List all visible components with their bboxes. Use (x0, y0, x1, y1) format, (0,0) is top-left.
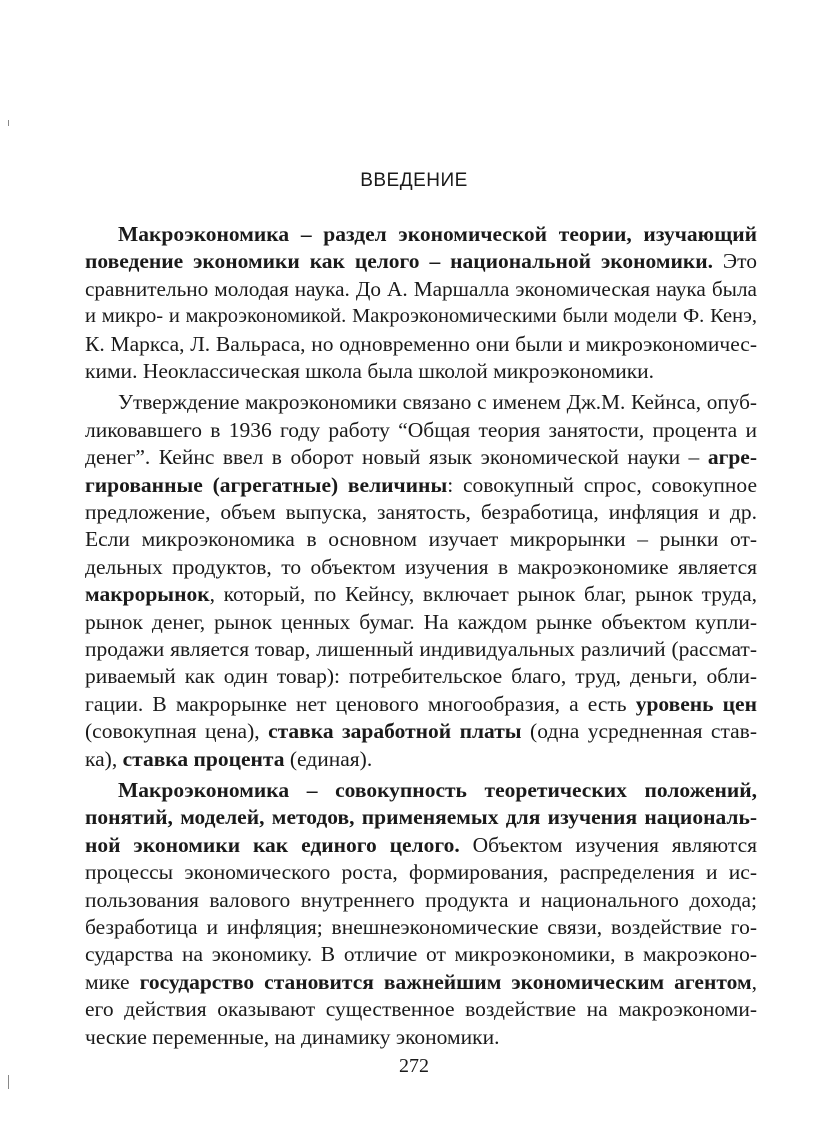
text-line (85, 996, 757, 1022)
bold-term: ставка заработной платы (268, 719, 522, 744)
text-run: риваемый как один товар): потребительское благо, труд, деньги, обли- (85, 664, 757, 689)
text-run: ческие переменные, на динамику экономики. (85, 1024, 500, 1049)
bold-term: макрорынок (85, 582, 210, 607)
text-line (85, 941, 757, 967)
bold-term: Макроэкономика – совокупность теоретических положений, (118, 778, 757, 802)
text-line (85, 303, 757, 329)
text-line (85, 691, 757, 717)
text-run: , который, по Кейнсу, включает рынок благ, рынок труда, (209, 582, 757, 607)
text-run: кими. Неоклассическая школа была школой микроэкономики. (85, 359, 655, 383)
bold-term: уровень цен (635, 691, 757, 716)
text-line (85, 887, 757, 913)
page-number: 272 (399, 1055, 429, 1077)
bold-term: Макроэкономика – раздел экономической теории, изучающий (118, 222, 757, 246)
bold-term: государство становится важнейшим экономическим агентом (139, 969, 752, 994)
text-run: рынок денег, рынок ценных бумаг. На каждом рынке объектом купли- (85, 609, 757, 634)
text-line (85, 663, 757, 689)
text-run: (совокупная цена), (85, 719, 269, 744)
text-run: Объектом изучения являются (459, 832, 757, 857)
text-line (85, 358, 757, 384)
text-line (85, 914, 757, 940)
text-line (85, 472, 757, 498)
scan-mark-left (8, 120, 9, 126)
text-run: его действия оказывают существенное воздействие на макроэкономи- (85, 997, 757, 1022)
text-line (85, 331, 757, 357)
text-line (85, 1024, 757, 1050)
text-run: ликовавшего в 1936 году работу “Общая теория занятости, процента и (85, 417, 757, 442)
text-line (85, 832, 757, 858)
text-run: мике (85, 969, 140, 994)
text-run: предложение, объем выпуска, занятость, безработица, инфляция и др. (85, 500, 757, 524)
bold-term: гированные (агрегатные) величины (85, 472, 448, 497)
text-run: Это (713, 249, 757, 274)
text-run: сударства на экономику. В отличие от микроэкономики, в макроэконо- (85, 942, 757, 967)
text-line (85, 636, 757, 662)
text-run: сравнительно молодая наука. До А. Маршалла экономическая наука была (85, 276, 757, 301)
text-run: (одна усредненная став- (521, 719, 757, 744)
text-run: гации. В макрорынке нет ценового многообразия, а есть (85, 691, 636, 716)
text-line (85, 859, 757, 885)
text-run: , (751, 969, 757, 994)
text-line (85, 444, 757, 470)
text-run: Если микроэкономика в основном изучает микрорынки – рынки от- (85, 527, 757, 552)
text-run: : совокупный спрос, совокупное (447, 472, 757, 497)
text-line (85, 609, 757, 635)
text-line (85, 804, 757, 830)
text-line (118, 777, 757, 803)
text-run: дельных продуктов, то объектом изучения в макроэкономике является (85, 554, 757, 579)
text-run: К. Маркса, Л. Вальраса, но одновременно они были и микроэкономичес- (85, 331, 757, 356)
scan-mark-bottom (8, 1075, 9, 1089)
text-run: пользования валового внутреннего продукта и национального дохода; (85, 887, 757, 912)
text-line (85, 581, 757, 607)
text-line (85, 969, 757, 995)
text-line (118, 221, 757, 247)
text-line (85, 499, 757, 525)
text-run: денег”. Кейнс ввел в оборот новый язык экономической науки – (85, 445, 708, 470)
text-run: Утверждение макроэкономики связано с именем Дж.М. Кейнса, опуб- (118, 390, 757, 415)
bold-term: ной экономики как единого целого. (85, 832, 460, 857)
section-heading: ВВЕДЕНИЕ (360, 170, 468, 191)
text-run: (единая). (284, 746, 373, 771)
text-run: безработица и инфляция; внешнеэкономические связи, воздействие го- (85, 915, 757, 939)
text-line (85, 718, 757, 744)
text-line (85, 526, 757, 552)
text-line (85, 276, 757, 302)
text-run: ка), (85, 746, 123, 771)
bold-term: агре- (707, 445, 757, 470)
text-run: и микро- и макроэкономикой. Макроэкономическими были модели Ф. Кенэ, (85, 305, 757, 328)
text-line (85, 554, 757, 580)
text-run: процессы экономического роста, формирования, распределения и ис- (85, 860, 757, 885)
text-line (85, 417, 757, 443)
text-line (118, 389, 757, 415)
text-line (85, 746, 757, 772)
bold-term: поведение экономики как целого – национальной экономики. (85, 249, 714, 274)
text-line (85, 248, 757, 274)
bold-term: понятий, моделей, методов, применяемых для изучения националь- (85, 805, 757, 830)
text-run: продажи является товар, лишенный индивидуальных различий (рассмат- (85, 637, 757, 661)
bold-term: ставка процента (122, 746, 285, 771)
